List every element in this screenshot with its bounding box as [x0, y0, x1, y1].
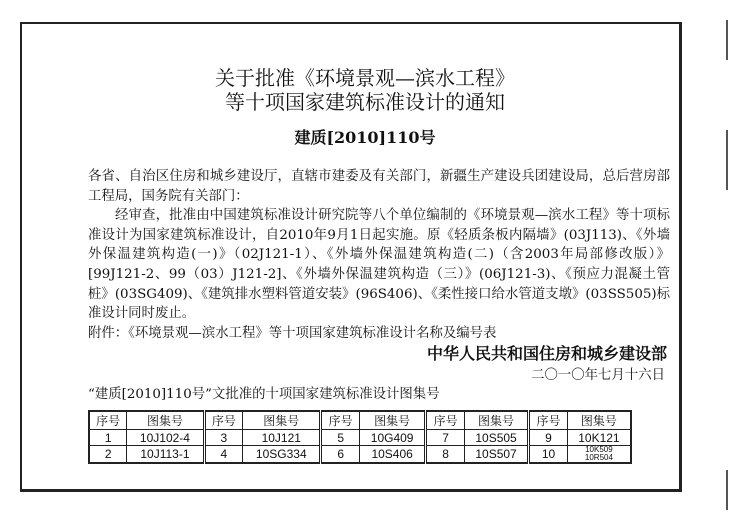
code-cell: 10S505	[464, 430, 528, 446]
body-paragraph: 经审查，批准由中国建筑标准设计研究院等八个单位编制的《环境景观—滨水工程》等十项标准设计为国家建筑标准设计，自2010年9月1日起实施。原《轻质条板内隔墙》(03J113)、《外墙外保温建筑构造(一)》（02J121-1）、《外墙外保温建筑构造(二)（含2003年局部修改版）》[99J121-2、99（03）J121-2]、《外墙外保温建筑构造（三）》(06J121-3)、《预应力混凝土管桩》(03SG409)、《建筑排水塑料管道安装》(96S406)、《柔性接口给水管道支墩》(03SS505)标准设计同时废止。	[88, 208, 670, 322]
seq-cell: 5	[321, 430, 360, 446]
scan-edge-mark	[726, 20, 728, 60]
header-seq: 序号	[529, 411, 568, 430]
notice-body	[88, 167, 670, 343]
seq-cell: 2	[89, 446, 127, 464]
seq-cell: 1	[89, 430, 127, 446]
header-seq: 序号	[426, 411, 465, 430]
notice-title-line-1: 关于批准《环境景观—滨水工程》	[215, 66, 515, 90]
code-cell: 10J113-1	[127, 446, 204, 464]
atlas-number-table	[88, 410, 632, 464]
table-caption: “建质[2010]110号”文批准的十项国家建筑标准设计图集号	[88, 387, 440, 402]
code-cell: 10SG334	[243, 446, 321, 464]
attachment-line: 附件：《环境景观—滨水工程》等十项国家建筑标准设计名称及编号表	[88, 325, 497, 341]
header-code: 图集号	[359, 411, 425, 430]
addressees: 各省、自治区住房和城乡建设厅，直辖市建委及有关部门，新疆生产建设兵团建设局，总后营房部工程局，国务院有关部门：	[88, 169, 670, 204]
header-code: 图集号	[243, 411, 321, 430]
header-seq: 序号	[321, 411, 360, 430]
header-seq: 序号	[204, 411, 243, 430]
code-cell	[567, 446, 631, 464]
seq-cell: 4	[204, 446, 243, 464]
table-header-row	[89, 411, 631, 430]
table-row	[89, 430, 631, 446]
seq-cell: 10	[529, 446, 568, 464]
header-code: 图集号	[127, 411, 204, 430]
seq-cell: 6	[321, 446, 360, 464]
code-cell: 10J102-4	[127, 430, 204, 446]
scan-edge-mark	[726, 470, 728, 510]
code-line-1: 10K509	[585, 445, 613, 454]
issue-date: 二〇一〇年七月十六日	[531, 368, 665, 383]
header-code: 图集号	[464, 411, 528, 430]
code-cell: 10G409	[359, 430, 425, 446]
code-cell: 10K121	[567, 430, 631, 446]
code-cell: 10S507	[464, 446, 528, 464]
notice-title-line-2: 等十项国家建筑标准设计的通知	[225, 90, 505, 114]
table-row	[89, 446, 631, 464]
seq-cell: 9	[529, 430, 568, 446]
code-line-2: 10R504	[584, 453, 613, 462]
code-cell: 10S406	[359, 446, 425, 464]
header-seq: 序号	[89, 411, 127, 430]
document-number: 建质[2010]110号	[294, 128, 436, 147]
seq-cell: 8	[426, 446, 465, 464]
seq-cell: 3	[204, 430, 243, 446]
issuer: 中华人民共和国住房和城乡建设部	[426, 344, 667, 363]
scan-edge-mark	[726, 130, 728, 190]
header-code: 图集号	[567, 411, 631, 430]
seq-cell: 7	[426, 430, 465, 446]
code-cell: 10J121	[243, 430, 321, 446]
